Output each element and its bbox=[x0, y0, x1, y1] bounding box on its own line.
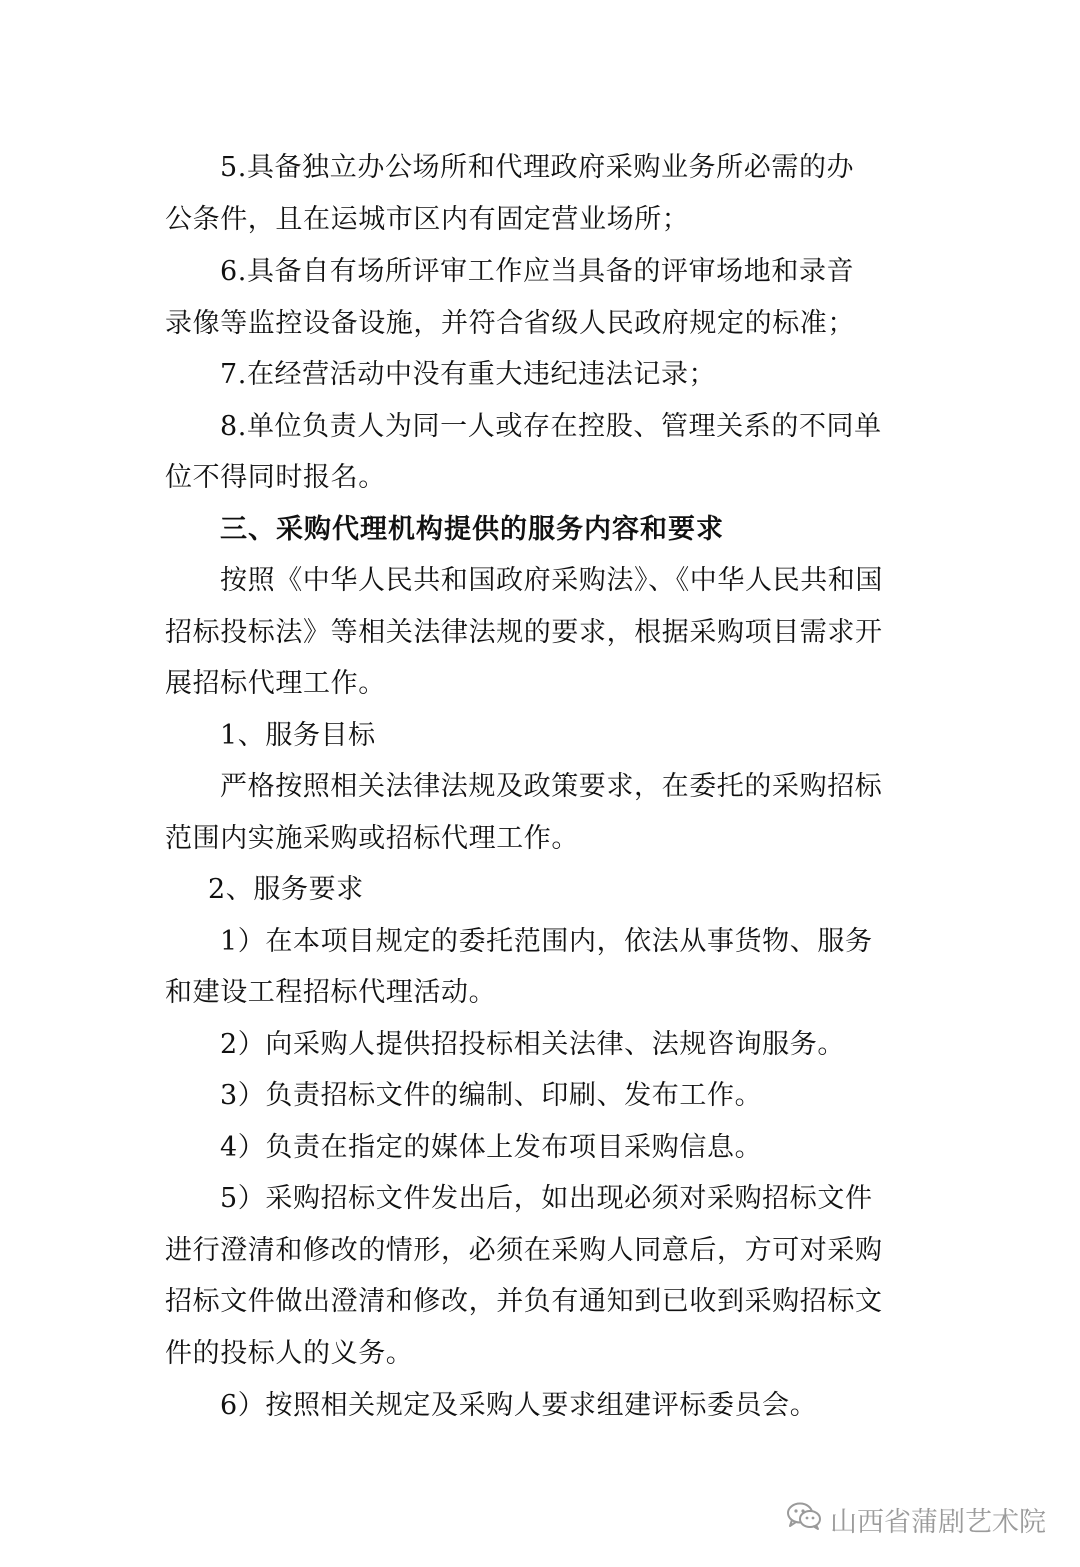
requirement-3: 3）负责招标文件的编制、印刷、发布工作。 bbox=[220, 1080, 763, 1111]
service-requirements-heading: 2、服务要求 bbox=[208, 874, 364, 905]
watermark-text: 山西省蒲剧艺术院 bbox=[830, 1507, 1046, 1538]
section-3-intro-line-2: 招标投标法》等相关法律法规的要求，根据采购项目需求开 bbox=[165, 617, 883, 648]
para-8-line-2: 位不得同时报名。 bbox=[165, 462, 386, 493]
service-goal-line-1: 严格按照相关法律法规及政策要求，在委托的采购招标 bbox=[220, 771, 883, 802]
requirement-5-line-4: 件的投标人的义务。 bbox=[165, 1338, 414, 1369]
section-3-heading: 三、采购代理机构提供的服务内容和要求 bbox=[220, 514, 724, 545]
para-8-line-1: 8.单位负责人为同一人或存在控股、管理关系的不同单 bbox=[220, 411, 882, 442]
para-6-line-1: 6.具备自有场所评审工作应当具备的评审场地和录音 bbox=[220, 256, 855, 287]
requirement-1-line-2: 和建设工程招标代理活动。 bbox=[165, 977, 497, 1008]
requirement-2: 2）向采购人提供招投标相关法律、法规咨询服务。 bbox=[220, 1029, 845, 1060]
service-goal-heading: 1、服务目标 bbox=[220, 720, 376, 751]
requirement-5-line-2: 进行澄清和修改的情形，必须在采购人同意后，方可对采购 bbox=[165, 1235, 883, 1266]
section-3-intro-line-1: 按照《中华人民共和国政府采购法》、《中华人民共和国 bbox=[220, 565, 883, 596]
para-6-line-2: 录像等监控设备设施，并符合省级人民政府规定的标准； bbox=[165, 308, 855, 339]
requirement-4: 4）负责在指定的媒体上发布项目采购信息。 bbox=[220, 1132, 763, 1163]
section-3-intro-line-3: 展招标代理工作。 bbox=[165, 668, 386, 699]
requirement-5-line-1: 5）采购招标文件发出后，如出现必须对采购招标文件 bbox=[220, 1183, 873, 1214]
requirement-1-line-1: 1）在本项目规定的委托范围内，依法从事货物、服务 bbox=[220, 926, 873, 957]
requirement-6: 6）按照相关规定及采购人要求组建评标委员会。 bbox=[220, 1390, 818, 1421]
watermark bbox=[786, 1500, 1046, 1539]
para-5-line-1: 5.具备独立办公场所和代理政府采购业务所必需的办 bbox=[220, 152, 855, 183]
service-goal-line-2: 范围内实施采购或招标代理工作。 bbox=[165, 823, 579, 854]
para-5-line-2: 公条件，且在运城市区内有固定营业场所； bbox=[165, 204, 690, 235]
wechat-icon bbox=[786, 1501, 822, 1538]
para-7-line-1: 7.在经营活动中没有重大违纪违法记录； bbox=[220, 359, 717, 390]
requirement-5-line-3: 招标文件做出澄清和修改，并负有通知到已收到采购招标文 bbox=[165, 1286, 883, 1317]
